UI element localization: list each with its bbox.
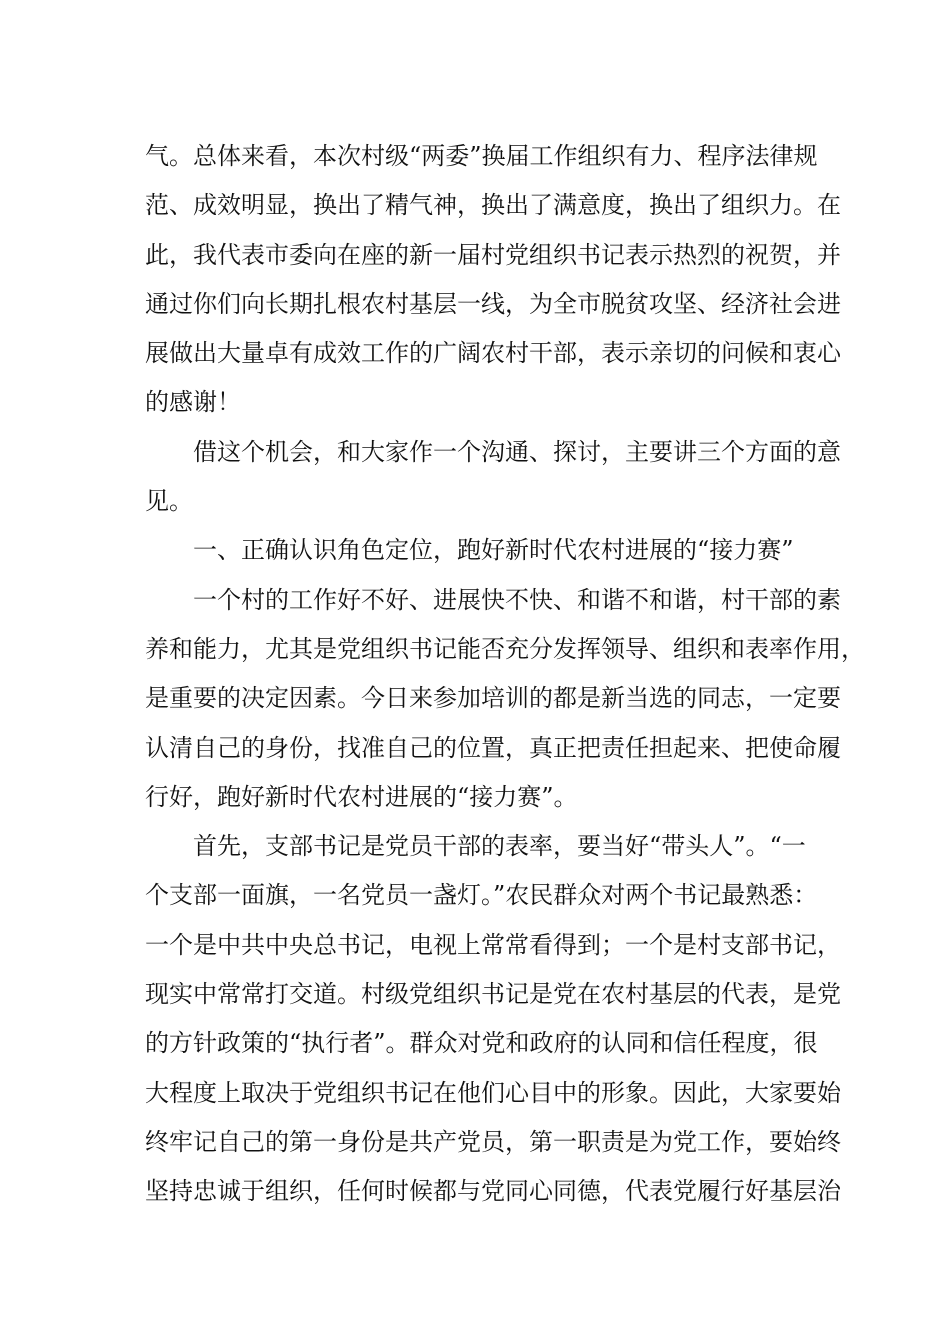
text-line: 的方针政策的“执行者”。群众对党和政府的认同和信任程度，很 [145,1029,818,1058]
text-line: 一个是中共中央总书记，电视上常常看得到；一个是村支部书记， [145,930,841,959]
text-line: 大程度上取决于党组织书记在他们心目中的形象。因此，大家要始 [145,1078,841,1107]
text-line: 此，我代表市委向在座的新一届村党组织书记表示热烈的祝贺，并 [145,240,841,269]
paragraph-3 [145,576,865,822]
text-line: 养和能力，尤其是党组织书记能否充分发挥领导、组织和表率作用， [145,634,865,663]
text-line: 的感谢！ [145,388,241,417]
text-line: 借这个机会，和大家作一个沟通、探讨，主要讲三个方面的意 [193,437,841,466]
text-line: 一、正确认识角色定位，跑好新时代农村进展的“接力赛” [193,536,794,565]
text-line: 一个村的工作好不好、进展快不快、和谐不和谐，村干部的素 [193,585,841,614]
section-heading [145,526,825,575]
text-line: 是重要的决定因素。今日来参加培训的都是新当选的同志，一定要 [145,684,841,713]
text-line: 认清自己的身份，找准自己的位置，真正把责任担起来、把使命履 [145,733,841,762]
document-body [145,132,865,1217]
text-line: 展做出大量卓有成效工作的广阔农村干部，表示亲切的问候和衷心 [145,339,841,368]
text-line: 气。总体来看，本次村级“两委”换届工作组织有力、程序法律规 [145,142,818,170]
text-line: 坚持忠诚于组织，任何时候都与党同心同德，代表党履行好基层治 [145,1177,841,1206]
text-line: 通过你们向长期扎根农村基层一线，为全市脱贫攻坚、经济社会进 [145,289,841,318]
paragraph-1 [145,132,841,428]
text-line: 终牢记自己的第一身份是共产党员，第一职责是为党工作，要始终 [145,1127,841,1156]
text-line: 首先，支部书记是党员干部的表率，要当好“带头人”。“一 [193,832,806,861]
paragraph-4 [145,822,841,1216]
text-line: 现实中常常打交道。村级党组织书记是党在农村基层的代表，是党 [145,980,841,1009]
text-line: 行好，跑好新时代农村进展的“接力赛”。 [145,782,578,811]
paragraph-2 [145,428,841,527]
text-line: 见。 [145,487,193,516]
text-line: 个支部一面旗，一名党员一盏灯。”农民群众对两个书记最熟悉： [145,881,818,910]
text-line: 范、成效明显，换出了精气神，换出了满意度，换出了组织力。在 [145,191,841,220]
